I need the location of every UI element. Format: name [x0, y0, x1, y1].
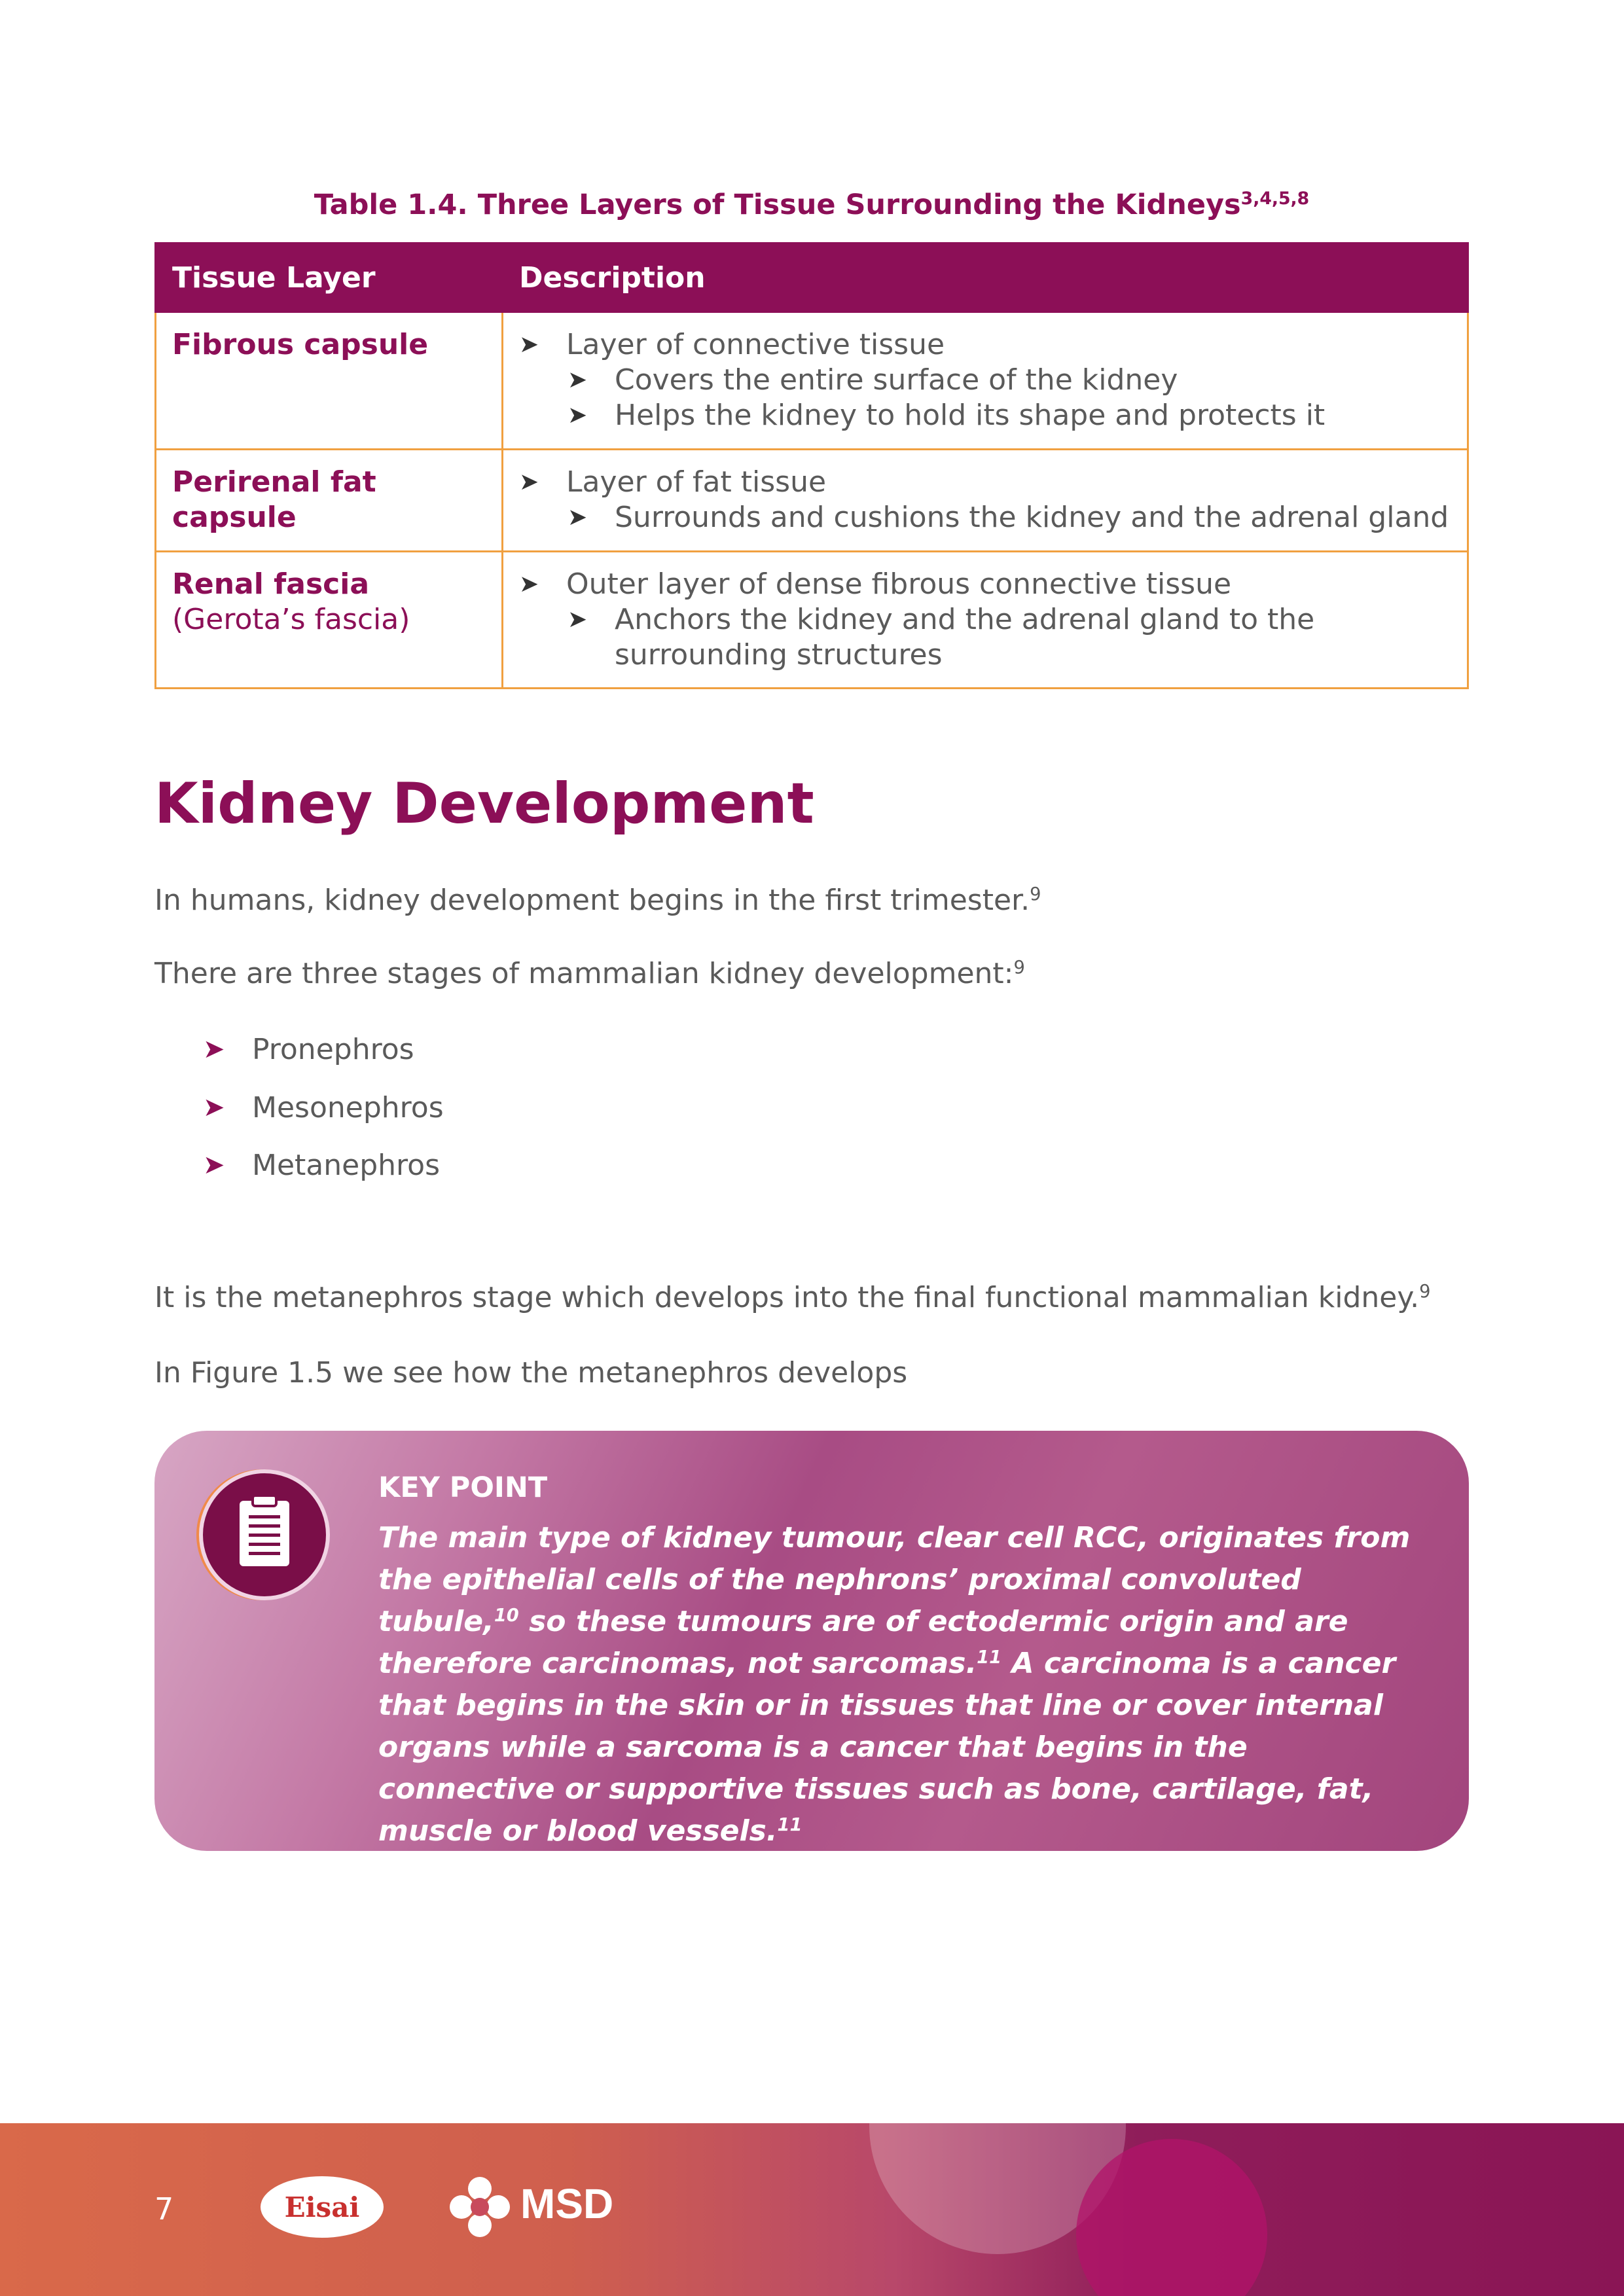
tissue-layers-table — [154, 242, 1469, 689]
msd-logo: MSD — [447, 2174, 617, 2240]
paragraph: It is the metanephros stage which develops into the final functional mammalian kidney.$^9$ — [154, 1281, 1431, 1314]
chevron-right-icon: ➤ — [203, 1150, 225, 1180]
chevron-right-icon: ➤ — [519, 469, 539, 495]
layer-name: Renal fascia — [172, 567, 370, 601]
footer — [0, 2123, 1624, 2296]
key-point-text: The main type of kidney tumour, clear cell RCC, originates from the epithelial cells of the nephrons’ proximal convoluted tubule,$^{10}$ so these tumours are of ectodermic origin and are therefore carcinomas, not sarcomas.$^{11}$ A carcinoma is a cancer that begins in the skin or in tissues that line or cover internal organs while a sarcoma is a cancer that begins in the connective or supportive tissues such as bone, cartilage, fat, muscle or blood vessels.$^{11}$ — [378, 1521, 1411, 1848]
header-description: Description — [503, 243, 1468, 312]
chevron-right-icon: ➤ — [203, 1092, 225, 1122]
description-subitem: ➤ Helps the kidney to hold its shape and protects it — [568, 399, 1326, 432]
paragraph: There are three stages of mammalian kidney development:$^9$ — [154, 957, 1025, 990]
list-item: ➤ Metanephros — [203, 1149, 440, 1182]
description-item: ➤ Outer layer of dense fibrous connective tissue — [519, 567, 1232, 601]
layer-name: Perirenal fat capsule — [172, 465, 376, 534]
layer-name: Fibrous capsule — [172, 328, 429, 361]
paragraph: In Figure 1.5 we see how the metanephros develops — [154, 1356, 908, 1390]
description-subitem: ➤ Surrounds and cushions the kidney and the adrenal gland — [568, 501, 1449, 534]
layer-alt-name: (Gerota’s fascia) — [172, 603, 410, 636]
chevron-right-icon: ➤ — [568, 606, 588, 633]
description-item: ➤ Layer of connective tissue — [519, 328, 945, 361]
description-subitem: ➤ Anchors the kidney and the adrenal gland to the surrounding structures — [568, 603, 1315, 672]
description-item: ➤ Layer of fat tissue — [519, 465, 827, 499]
table-row — [156, 552, 1468, 689]
chevron-right-icon: ➤ — [568, 367, 588, 393]
table-row — [156, 312, 1468, 450]
chevron-right-icon: ➤ — [568, 504, 588, 531]
table-row — [156, 450, 1468, 552]
chevron-right-icon: ➤ — [519, 331, 539, 358]
chevron-right-icon: ➤ — [519, 571, 539, 598]
chevron-right-icon: ➤ — [203, 1034, 225, 1064]
page-number: 7 — [154, 2191, 174, 2227]
table-header-row — [156, 243, 1468, 312]
list-item: ➤ Mesonephros — [203, 1091, 444, 1124]
paragraph: In humans, kidney development begins in the first trimester.$^9$ — [154, 884, 1041, 917]
clipboard-icon — [199, 1469, 330, 1600]
chevron-right-icon: ➤ — [568, 402, 588, 429]
msd-emblem-icon — [447, 2174, 513, 2240]
header-tissue-layer: Tissue Layer — [156, 243, 503, 312]
section-title: Kidney Development — [154, 771, 814, 836]
key-point-title: KEY POINT — [378, 1471, 548, 1504]
table-caption: Table 1.4. Three Layers of Tissue Surrounding the Kidneys$^{3,4,5,8}$ — [314, 188, 1310, 221]
eisai-logo: Eisai — [261, 2176, 384, 2238]
description-subitem: ➤ Covers the entire surface of the kidney — [568, 363, 1178, 397]
list-item: ➤ Pronephros — [203, 1033, 414, 1066]
